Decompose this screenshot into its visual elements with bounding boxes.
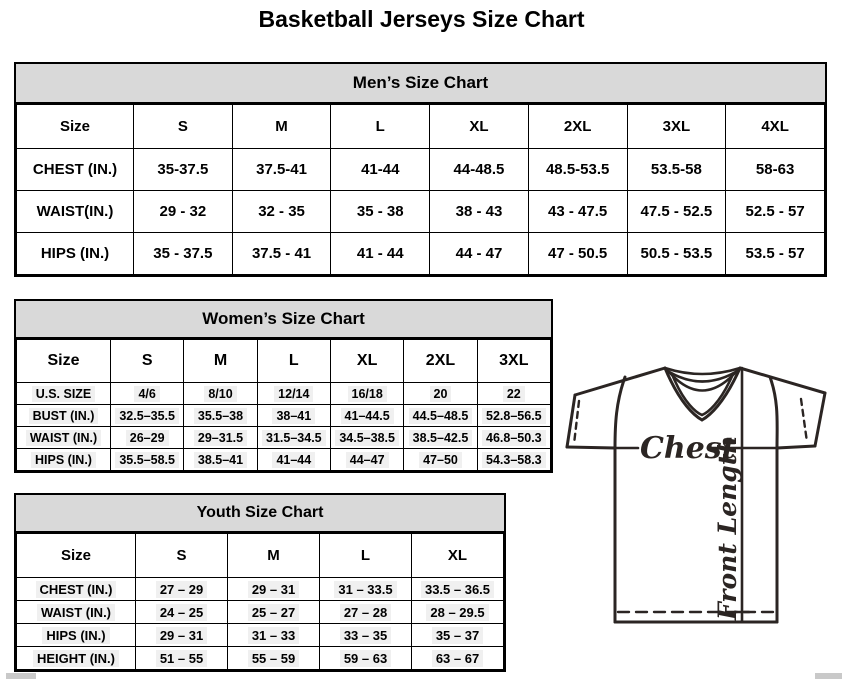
table-row	[17, 427, 551, 449]
size-value-cell: 33.5 – 36.5	[412, 578, 504, 601]
cropped-ui-fragment-left	[6, 673, 36, 679]
column-header: M	[228, 534, 320, 578]
size-value-cell: 59 – 63	[320, 647, 412, 670]
size-value-cell: 53.5 - 57	[726, 233, 825, 275]
womens-size-table	[16, 339, 551, 471]
column-header: 2XL	[404, 340, 477, 383]
row-label: HEIGHT (IN.)	[17, 647, 136, 670]
size-value-cell: 31.5–34.5	[257, 427, 330, 449]
size-value-cell: 31 – 33	[228, 624, 320, 647]
row-label: HIPS (IN.)	[17, 449, 111, 471]
table-row	[17, 449, 551, 471]
size-value-cell: 53.5-58	[627, 149, 726, 191]
size-value-cell: 20	[404, 383, 477, 405]
table-row	[17, 624, 504, 647]
size-value-cell: 12/14	[257, 383, 330, 405]
size-value-cell: 29 - 32	[134, 191, 233, 233]
size-value-cell: 43 - 47.5	[528, 191, 627, 233]
column-header: XL	[430, 105, 529, 149]
size-value-cell: 35.5–38	[184, 405, 257, 427]
chest-label: Chest	[640, 431, 736, 466]
size-value-cell: 29 – 31	[228, 578, 320, 601]
size-value-cell: 26–29	[111, 427, 184, 449]
row-label: BUST (IN.)	[17, 405, 111, 427]
size-value-cell: 44–47	[330, 449, 403, 471]
table-row	[17, 578, 504, 601]
page-title: Basketball Jerseys Size Chart	[258, 6, 585, 32]
size-value-cell: 32.5–35.5	[111, 405, 184, 427]
size-value-cell: 50.5 - 53.5	[627, 233, 726, 275]
table-row	[17, 601, 504, 624]
size-value-cell: 38.5–41	[184, 449, 257, 471]
size-value-cell: 25 – 27	[228, 601, 320, 624]
column-header: Size	[17, 340, 111, 383]
youth-chart-title: Youth Size Chart	[16, 495, 504, 533]
column-header: L	[320, 534, 412, 578]
size-value-cell: 29 – 31	[136, 624, 228, 647]
table-row	[17, 191, 825, 233]
column-header: 4XL	[726, 105, 825, 149]
left-cuff-dashed-line	[574, 401, 579, 444]
youth-size-table	[16, 533, 504, 670]
front-length-label: Front Length	[713, 435, 742, 620]
row-label: WAIST(IN.)	[17, 191, 134, 233]
row-label: U.S. SIZE	[17, 383, 111, 405]
size-value-cell: 41–44	[257, 449, 330, 471]
column-header-row	[17, 340, 551, 383]
column-header: Size	[17, 105, 134, 149]
size-value-cell: 29–31.5	[184, 427, 257, 449]
size-value-cell: 38.5–42.5	[404, 427, 477, 449]
column-header: 3XL	[627, 105, 726, 149]
column-header: L	[331, 105, 430, 149]
size-value-cell: 51 – 55	[136, 647, 228, 670]
size-value-cell: 35.5–58.5	[111, 449, 184, 471]
row-label: CHEST (IN.)	[17, 149, 134, 191]
column-header: S	[136, 534, 228, 578]
size-value-cell: 41–44.5	[330, 405, 403, 427]
column-header: Size	[17, 534, 136, 578]
size-value-cell: 24 – 25	[136, 601, 228, 624]
row-label: HIPS (IN.)	[17, 233, 134, 275]
size-value-cell: 47 - 50.5	[528, 233, 627, 275]
column-header: M	[232, 105, 331, 149]
table-row	[17, 405, 551, 427]
size-value-cell: 41 - 44	[331, 233, 430, 275]
table-row	[17, 383, 551, 405]
size-value-cell: 37.5-41	[232, 149, 331, 191]
column-header: XL	[330, 340, 403, 383]
jersey-measurement-diagram	[552, 352, 840, 647]
womens-size-chart	[14, 299, 553, 473]
size-value-cell: 33 – 35	[320, 624, 412, 647]
size-value-cell: 41-44	[331, 149, 430, 191]
size-value-cell: 58-63	[726, 149, 825, 191]
size-value-cell: 48.5-53.5	[528, 149, 627, 191]
row-label: CHEST (IN.)	[17, 578, 136, 601]
size-value-cell: 35-37.5	[134, 149, 233, 191]
cropped-ui-fragment-right	[815, 673, 842, 679]
size-value-cell: 44 - 47	[430, 233, 529, 275]
row-label: WAIST (IN.)	[17, 601, 136, 624]
size-value-cell: 52.8–56.5	[477, 405, 550, 427]
column-header: L	[257, 340, 330, 383]
mens-size-table	[16, 104, 825, 275]
size-value-cell: 54.3–58.3	[477, 449, 550, 471]
size-value-cell: 27 – 29	[136, 578, 228, 601]
size-value-cell: 27 – 28	[320, 601, 412, 624]
size-value-cell: 35 - 37.5	[134, 233, 233, 275]
column-header-row	[17, 534, 504, 578]
size-value-cell: 34.5–38.5	[330, 427, 403, 449]
mens-chart-title: Men’s Size Chart	[16, 64, 825, 104]
column-header: 3XL	[477, 340, 550, 383]
column-header: M	[184, 340, 257, 383]
size-value-cell: 63 – 67	[412, 647, 504, 670]
column-header: S	[111, 340, 184, 383]
table-row	[17, 149, 825, 191]
mens-size-chart	[14, 62, 827, 277]
size-value-cell: 47–50	[404, 449, 477, 471]
size-value-cell: 4/6	[111, 383, 184, 405]
size-value-cell: 28 – 29.5	[412, 601, 504, 624]
size-value-cell: 52.5 - 57	[726, 191, 825, 233]
size-value-cell: 22	[477, 383, 550, 405]
size-value-cell: 35 – 37	[412, 624, 504, 647]
column-header: XL	[412, 534, 504, 578]
size-value-cell: 32 - 35	[232, 191, 331, 233]
womens-chart-title: Women’s Size Chart	[16, 301, 551, 339]
table-row	[17, 647, 504, 670]
size-value-cell: 8/10	[184, 383, 257, 405]
row-label: WAIST (IN.)	[17, 427, 111, 449]
size-value-cell: 44-48.5	[430, 149, 529, 191]
table-row	[17, 233, 825, 275]
size-value-cell: 31 – 33.5	[320, 578, 412, 601]
column-header: S	[134, 105, 233, 149]
row-label: HIPS (IN.)	[17, 624, 136, 647]
size-value-cell: 38 - 43	[430, 191, 529, 233]
column-header: 2XL	[528, 105, 627, 149]
size-value-cell: 47.5 - 52.5	[627, 191, 726, 233]
size-value-cell: 38–41	[257, 405, 330, 427]
size-value-cell: 44.5–48.5	[404, 405, 477, 427]
youth-size-chart	[14, 493, 506, 672]
size-value-cell: 37.5 - 41	[232, 233, 331, 275]
column-header-row	[17, 105, 825, 149]
size-value-cell: 35 - 38	[331, 191, 430, 233]
size-value-cell: 46.8–50.3	[477, 427, 550, 449]
right-cuff-dashed-line	[801, 399, 807, 442]
size-value-cell: 16/18	[330, 383, 403, 405]
size-value-cell: 55 – 59	[228, 647, 320, 670]
